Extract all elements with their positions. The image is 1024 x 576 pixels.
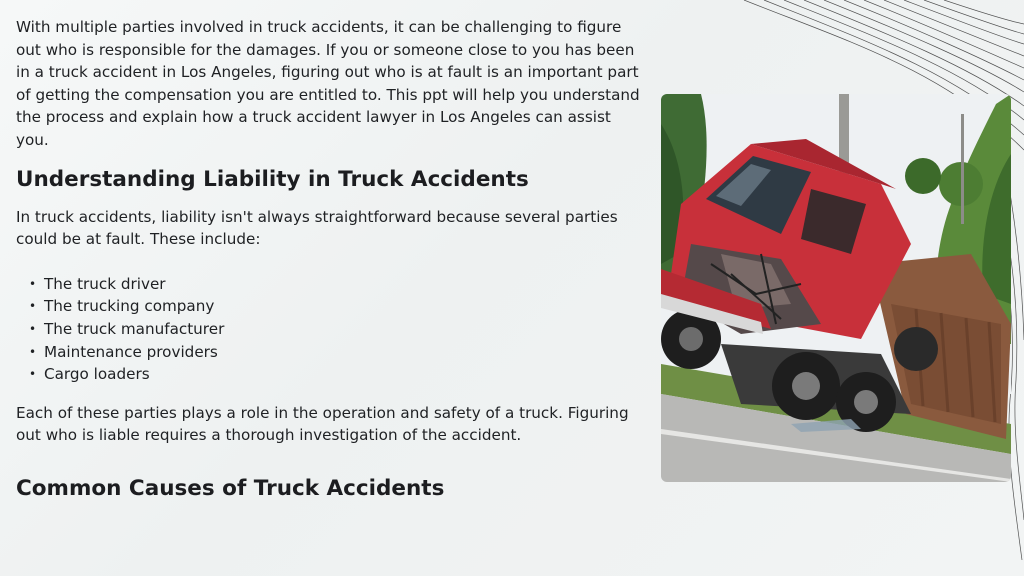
list-item bbox=[29, 363, 648, 386]
list-item-text: The truck manufacturer bbox=[44, 319, 225, 338]
causes-heading: Common Causes of Truck Accidents bbox=[16, 475, 445, 501]
slide-content bbox=[16, 16, 648, 503]
list-item-text: Cargo loaders bbox=[44, 365, 150, 384]
list-item bbox=[29, 273, 648, 296]
liability-heading: Understanding Liability in Truck Accidents bbox=[16, 166, 529, 192]
bullet-icon: • bbox=[29, 276, 37, 291]
liable-parties-list bbox=[16, 273, 648, 386]
truck-accident-photo bbox=[661, 94, 1011, 482]
list-item-text: The trucking company bbox=[44, 297, 215, 316]
bullet-icon: • bbox=[29, 344, 37, 359]
liability-paragraph: In truck accidents, liability isn't always straightforward because several parties could be at fault. These include: bbox=[16, 207, 618, 249]
bullet-icon: • bbox=[29, 367, 37, 382]
closing-paragraph: Each of these parties plays a role in the operation and safety of a truck. Figuring out who is liable requires a thorough investigation of the accident. bbox=[16, 403, 629, 445]
list-item-text: Maintenance providers bbox=[44, 342, 218, 361]
list-item bbox=[29, 341, 648, 364]
list-item-text: The truck driver bbox=[44, 274, 166, 293]
list-item bbox=[29, 318, 648, 341]
intro-paragraph: With multiple parties involved in truck accidents, it can be challenging to figure out who is responsible for the damages. If you or someone close to you has been in a truck accident in Los Angeles, figuring out who is at fault is an important part of getting the compensation you are entitled to. This ppt will help you understand the process and explain how a truck accident lawyer in Los Angeles can assist you. bbox=[16, 18, 640, 149]
list-item bbox=[29, 295, 648, 318]
bullet-icon: • bbox=[29, 299, 37, 314]
bullet-icon: • bbox=[29, 321, 37, 336]
